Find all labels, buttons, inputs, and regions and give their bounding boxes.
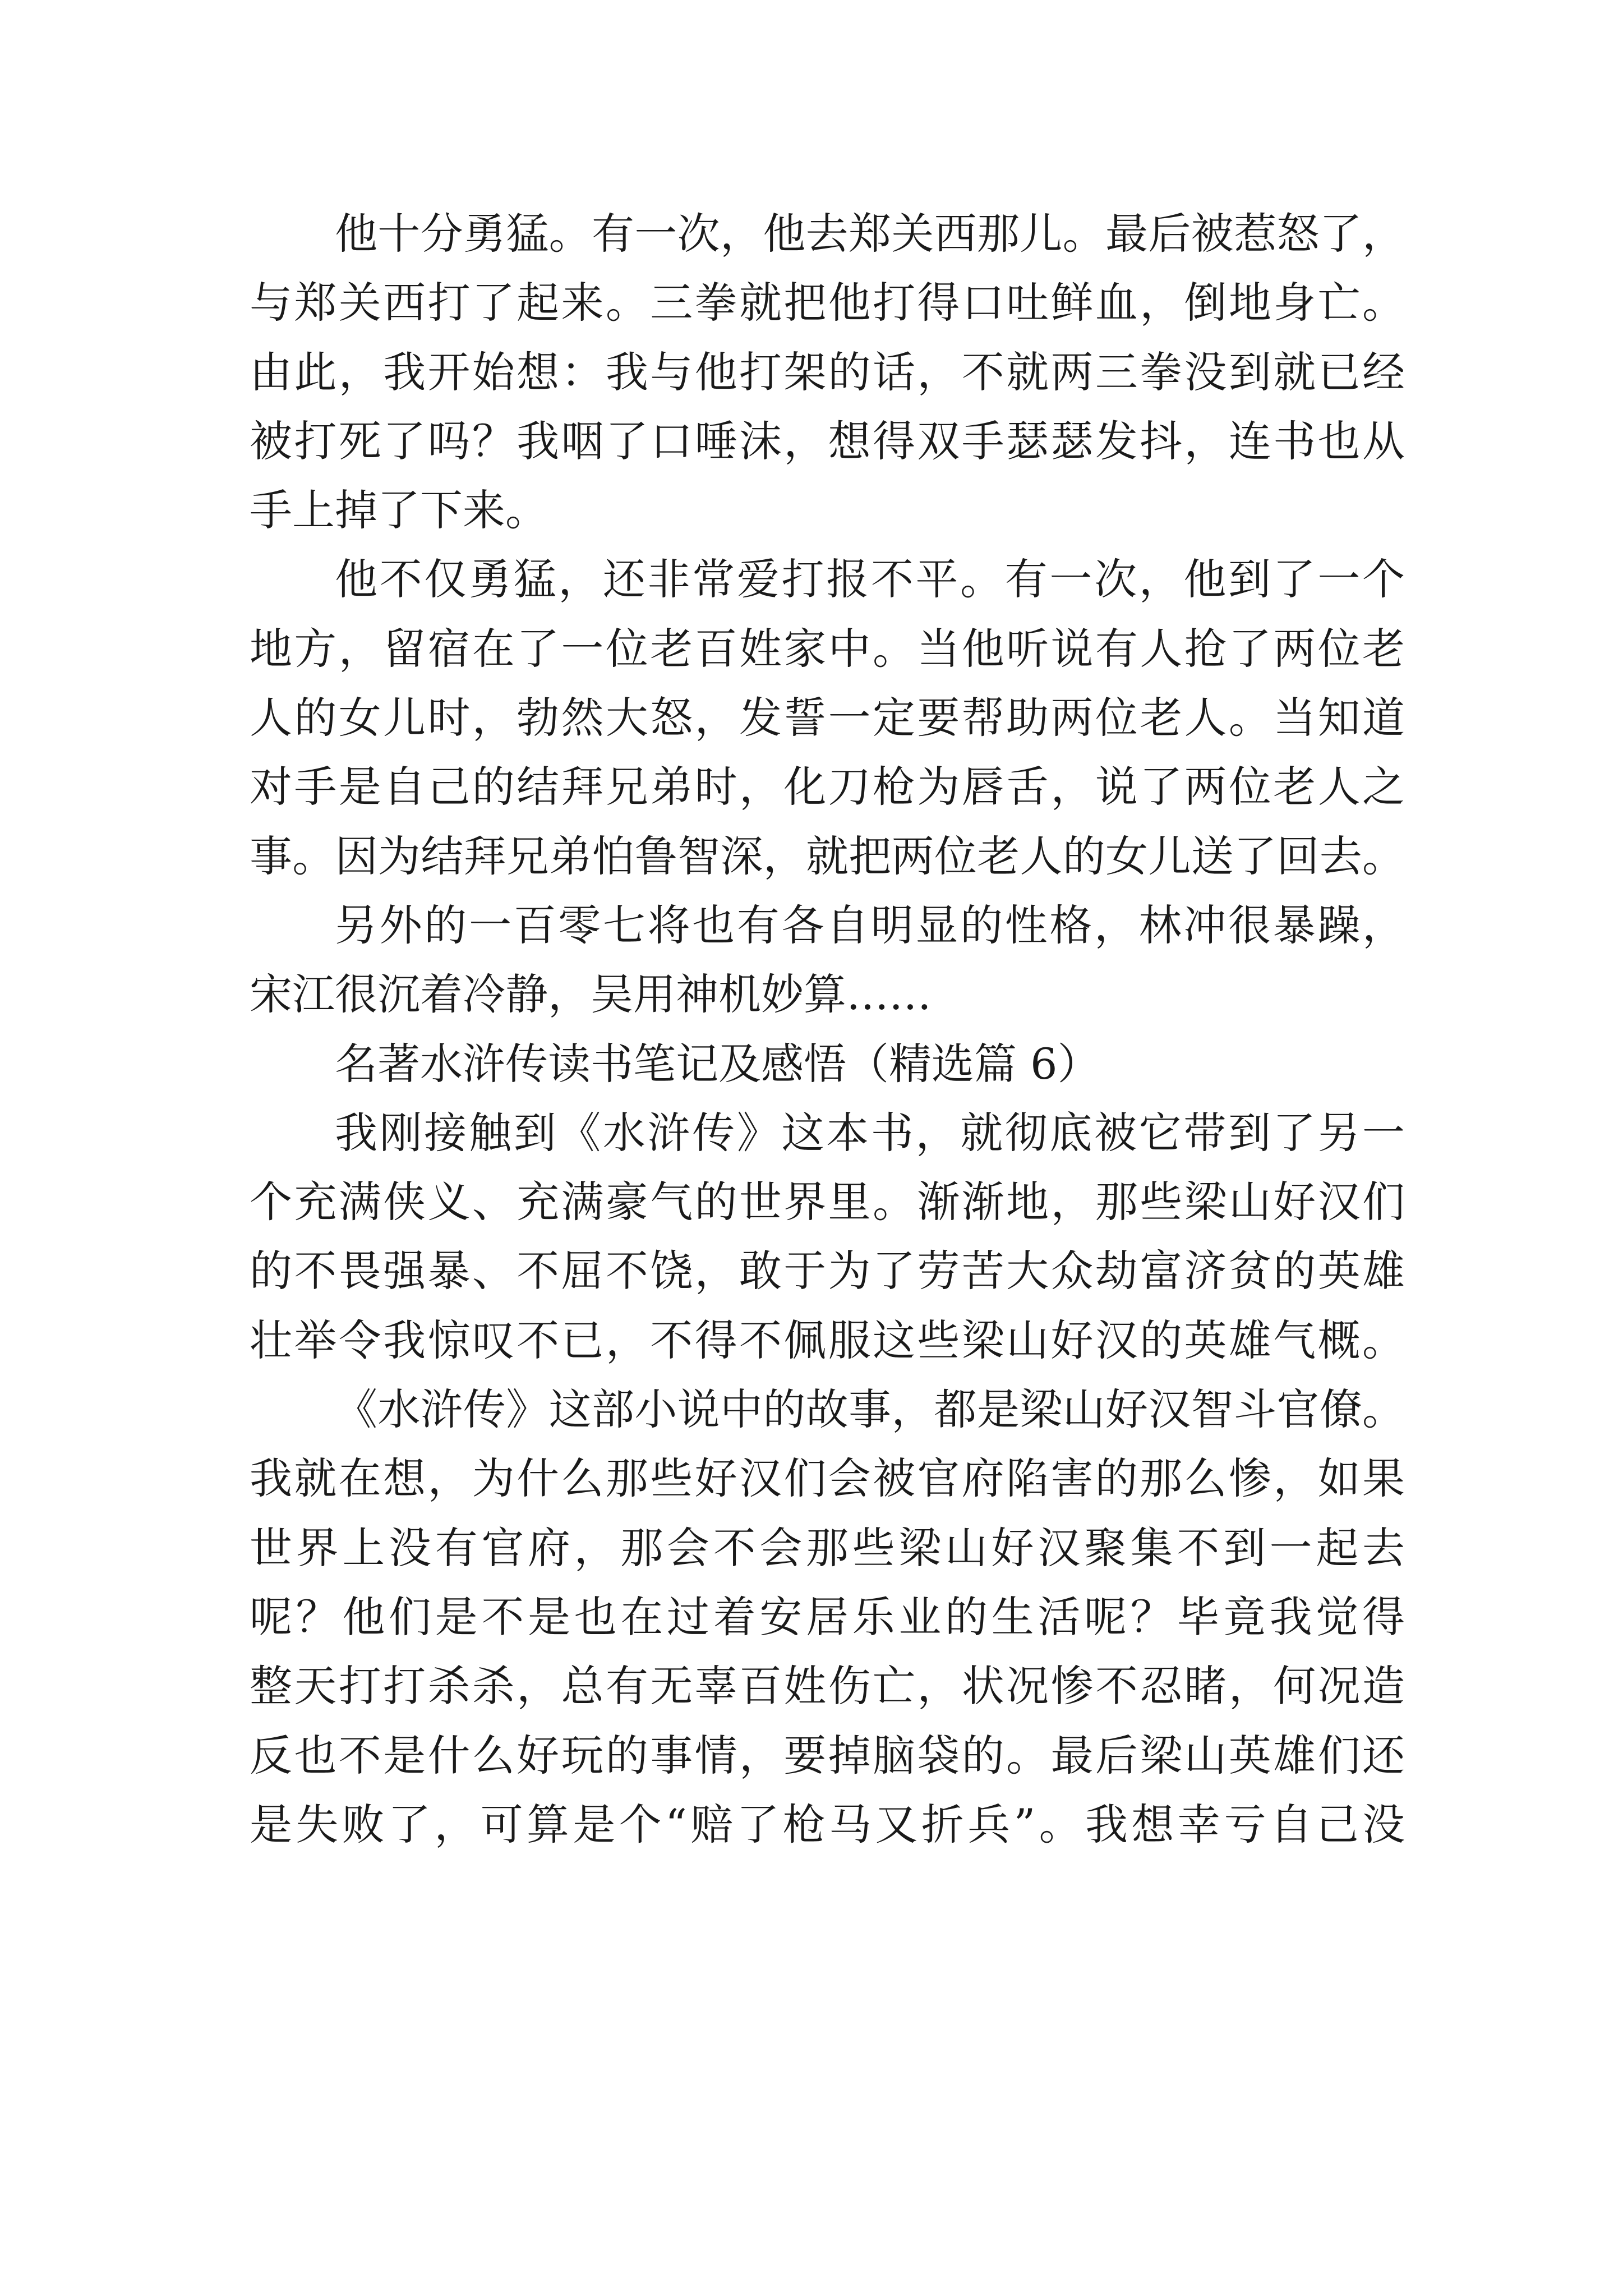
text-line: 人的女儿时，勃然大怒，发誓一定要帮助两位老人。当知道 — [250, 693, 1405, 743]
text-line: 手上掉了下来。 — [250, 485, 548, 536]
text-line: 的不畏强暴、不屈不饶，敢于为了劳苦大众劫富济贫的英雄 — [250, 1246, 1405, 1296]
text-line: 个充满侠义、充满豪气的世界里。渐渐地，那些梁山好汉们 — [250, 1177, 1405, 1227]
text-line: 是失败了，可算是个“赔了枪马又折兵”。我想幸亏自己没 — [250, 1799, 1405, 1849]
text-line: 对手是自己的结拜兄弟时，化刀枪为唇舌，说了两位老人之 — [250, 762, 1405, 812]
text-line: 宋江很沉着冷静，吴用神机妙算…… — [250, 969, 932, 1020]
text-line: 反也不是什么好玩的事情，要掉脑袋的。最后梁山英雄们还 — [250, 1730, 1405, 1780]
text-line: 壮举令我惊叹不已，不得不佩服这些梁山好汉的英雄气概。 — [250, 1315, 1405, 1365]
text-line: 世界上没有官府，那会不会那些梁山好汉聚集不到一起去 — [250, 1522, 1405, 1573]
text-line: 与郑关西打了起来。三拳就把他打得口吐鲜血，倒地身亡。 — [250, 278, 1405, 328]
text-line: 《水浒传》这部小说中的故事，都是梁山好汉智斗官僚。 — [335, 1384, 1405, 1435]
section-heading: 名著水浒传读书笔记及感悟（精选篇 6） — [335, 1038, 1100, 1089]
text-line: 他不仅勇猛，还非常爱打报不平。有一次，他到了一个 — [335, 554, 1405, 605]
text-line: 我就在想，为什么那些好汉们会被官府陷害的那么惨，如果 — [250, 1453, 1405, 1504]
text-line: 事。因为结拜兄弟怕鲁智深，就把两位老人的女儿送了回去。 — [250, 831, 1405, 881]
text-line: 被打死了吗？我咽了口唾沫，想得双手瑟瑟发抖，连书也从 — [250, 416, 1405, 466]
text-line: 地方，留宿在了一位老百姓家中。当他听说有人抢了两位老 — [250, 623, 1405, 674]
text-line: 由此，我开始想：我与他打架的话，不就两三拳没到就已经 — [250, 347, 1405, 397]
document-body — [250, 199, 1405, 1859]
text-line: 我刚接触到《水浒传》这本书，就彻底被它带到了另一 — [335, 1107, 1405, 1158]
text-line: 他十分勇猛。有一次，他去郑关西那儿。最后被惹怒了， — [335, 209, 1405, 259]
text-line: 另外的一百零七将也有各自明显的性格，林冲很暴躁， — [335, 900, 1405, 950]
text-line: 整天打打杀杀，总有无辜百姓伤亡，状况惨不忍睹，何况造 — [250, 1661, 1405, 1711]
text-line: 呢？他们是不是也在过着安居乐业的生活呢？毕竟我觉得 — [250, 1591, 1405, 1642]
